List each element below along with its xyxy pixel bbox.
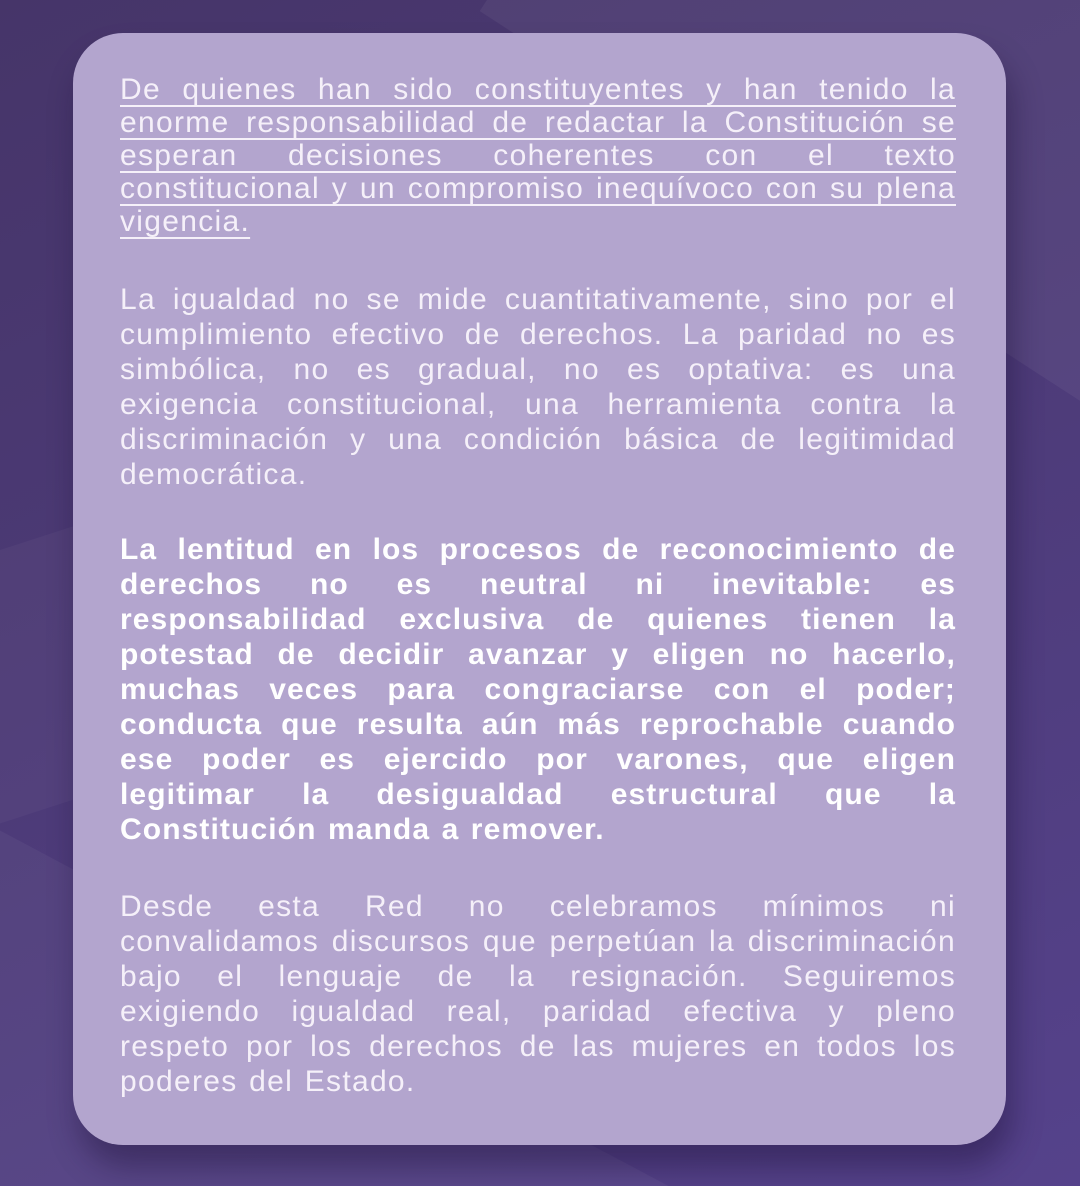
paragraph-lentitud: La lentitud en los procesos de reconocimiento de derechos no es neutral ni inevitable: es responsabilidad exclusiva de quienes tienen la potestad de decidir avanzar y eligen no hacerlo, muchas veces para congraciarse con el poder; conducta que resulta aún más reprochable cuando ese poder es ejercido por varones, que eligen legitimar la desigualdad estructural que la Constitución manda a remover.	[120, 533, 956, 846]
statement-card	[73, 33, 1006, 1145]
paragraph-igualdad: La igualdad no se mide cuantitativamente, sino por el cumplimiento efectivo de derechos. La paridad no es simbólica, no es gradual, no es optativa: es una exigencia constitucional, una herramienta contra la discriminación y una condición básica de legitimidad democrática.	[120, 283, 956, 491]
paragraph-desde-esta-red: Desde esta Red no celebramos mínimos ni convalidamos discursos que perpetúan la discriminación bajo el lenguaje de la resignación. Seguiremos exigiendo igualdad real, paridad efectiva y pleno respeto por los derechos de las mujeres en todos los poderes del Estado.	[120, 890, 956, 1098]
paragraph-constituyentes: De quienes han sido constituyentes y han tenido la enorme responsabilidad de redactar la Constitución se esperan decisiones coherentes con el texto constitucional y un compromiso inequívoco con su plena vigencia.	[120, 73, 956, 238]
